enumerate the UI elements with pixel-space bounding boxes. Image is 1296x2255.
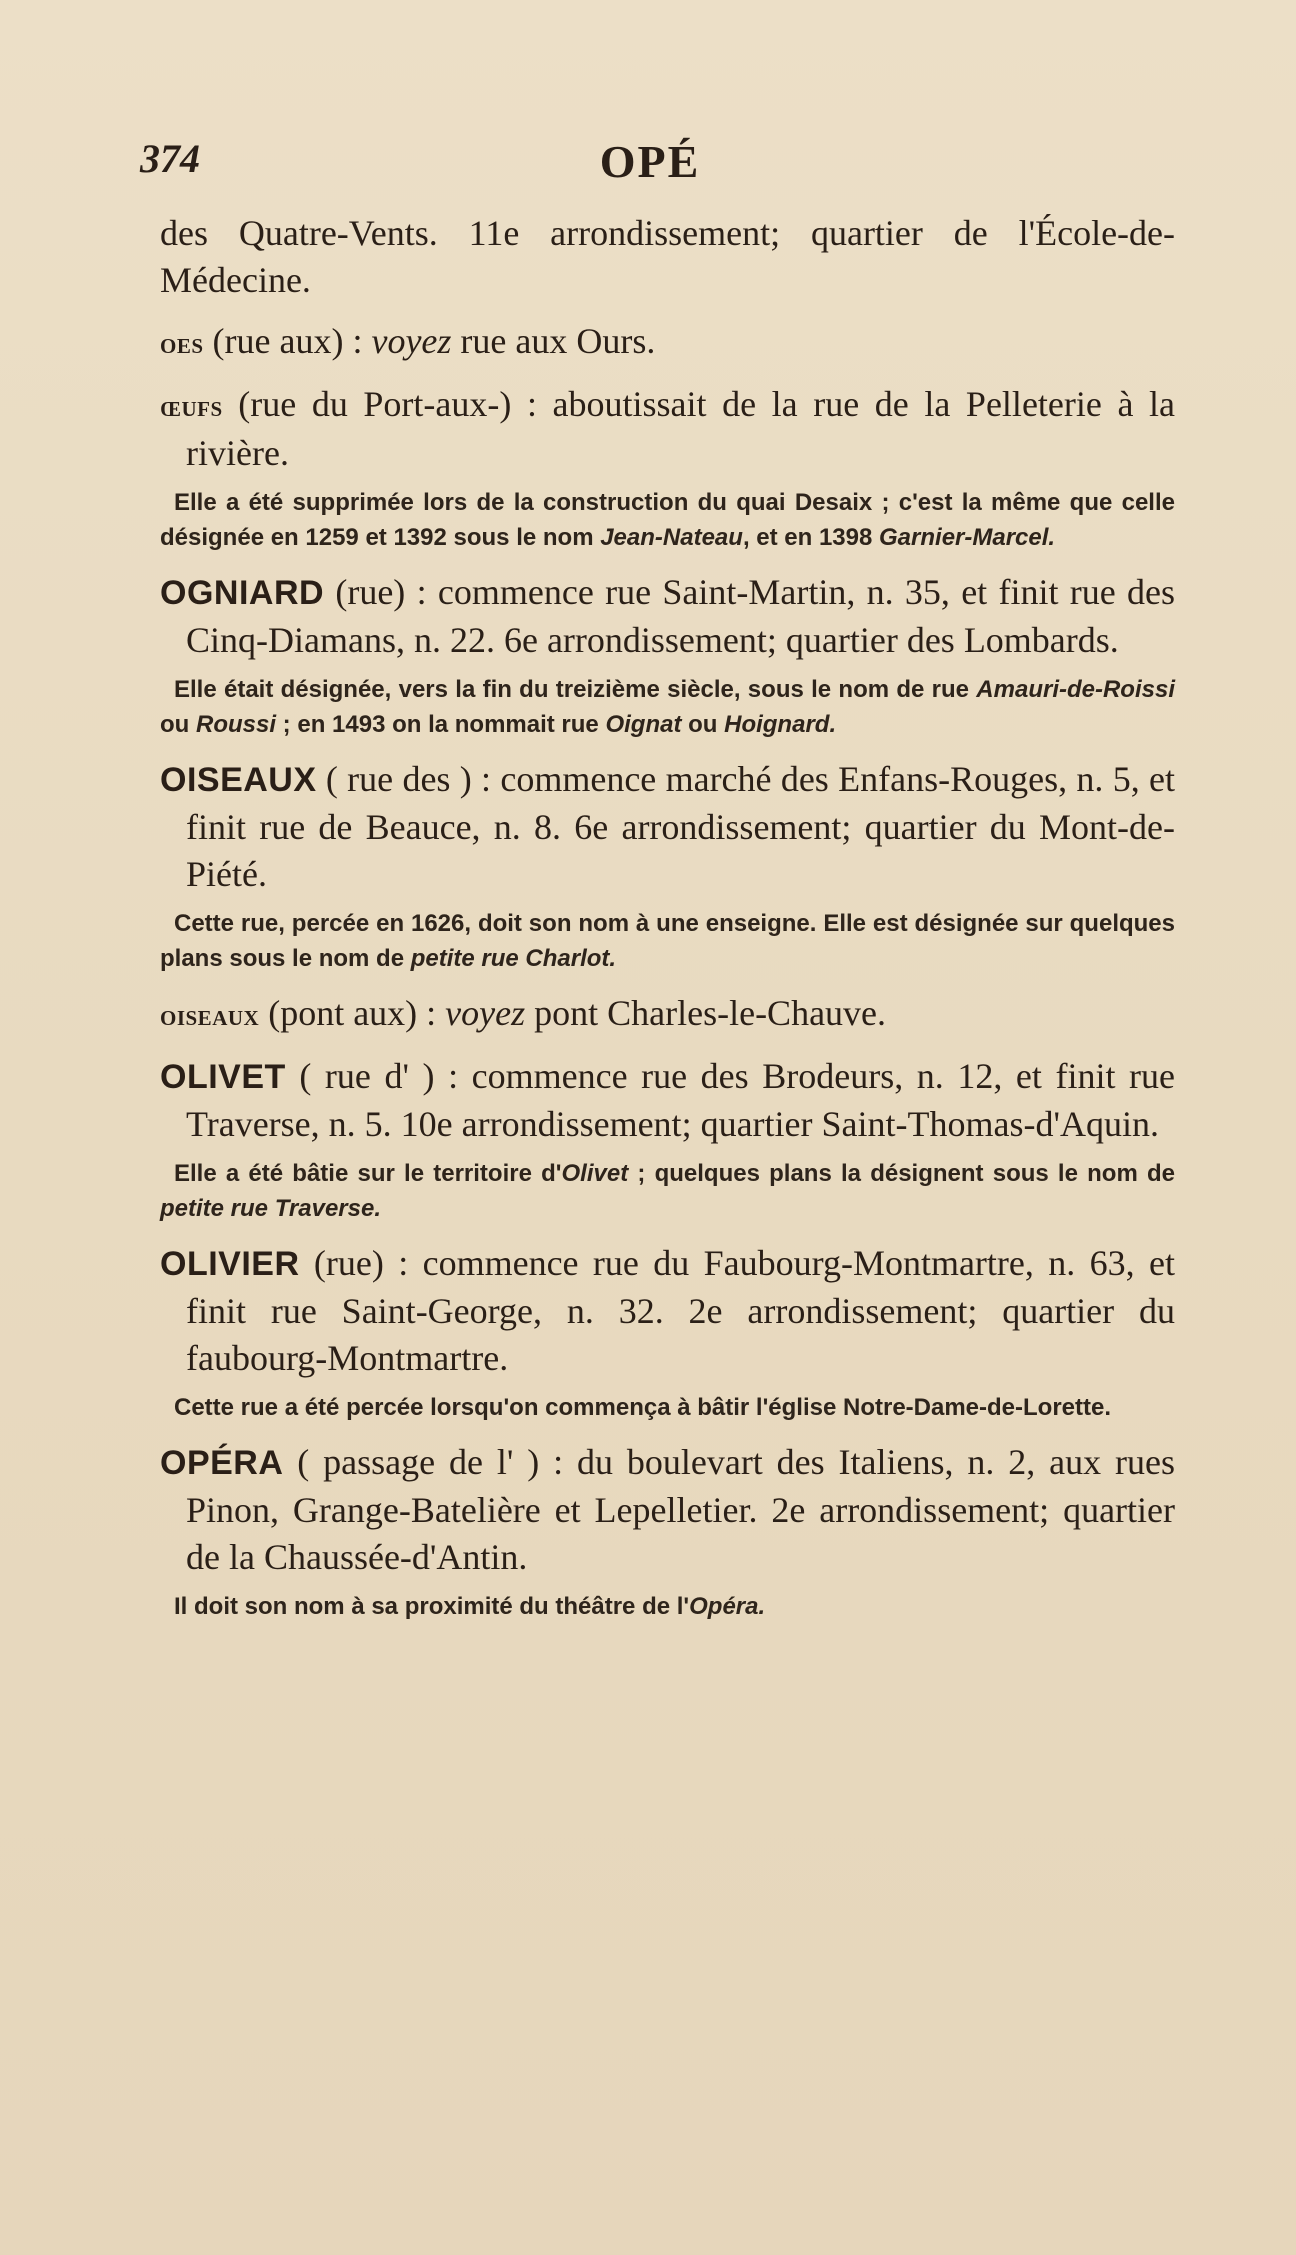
entry-olivet bbox=[160, 1053, 1175, 1226]
entry-text: OLIVET ( rue d' ) : commence rue des Brodeurs, n. 12, et finit rue Traverse, n. 5. 10e arrondissement; quartier Saint-Thomas-d'Aquin. bbox=[160, 1056, 1175, 1144]
entry-headword: oes bbox=[160, 327, 204, 360]
entry-headword: OLIVIER bbox=[160, 1245, 300, 1283]
running-head: OPÉ bbox=[599, 136, 701, 187]
entry-oiseaux-rue bbox=[160, 756, 1175, 976]
entry-text: OLIVIER (rue) : commence rue du Faubourg-Montmartre, n. 63, et finit rue Saint-George, n. 32. 2e arrondissement; quartier du faubourg-Montmartre. bbox=[160, 1243, 1175, 1378]
entry-opera bbox=[160, 1439, 1175, 1624]
entry-headword: œufs bbox=[160, 390, 223, 423]
entry-headword: OPÉRA bbox=[160, 1444, 284, 1482]
entry-note: Il doit son nom à sa proximité du théâtre de l'Opéra. bbox=[174, 1593, 766, 1620]
entry-note: Cette rue a été percée lorsqu'on commença à bâtir l'église Notre-Dame-de-Lorette. bbox=[174, 1394, 1112, 1421]
entry-headword: OISEAUX bbox=[160, 761, 317, 799]
entry-note: Elle a été bâtie sur le territoire d'Olivet ; quelques plans la désignent sous le nom de petite rue Traverse. bbox=[160, 1160, 1175, 1222]
entry-continuation bbox=[160, 210, 1175, 304]
page-header bbox=[140, 135, 1160, 195]
entry-note: Cette rue, percée en 1626, doit son nom à une enseigne. Elle est désignée sur quelques plans sous le nom de petite rue Charlot. bbox=[160, 910, 1175, 972]
page-number: 374 bbox=[140, 136, 200, 181]
entry-oes bbox=[160, 318, 1175, 367]
entry-note: Elle a été supprimée lors de la construction du quai Desaix ; c'est la même que celle désignée en 1259 et 1392 sous le nom Jean-Nateau, et en 1398 Garnier-Marcel. bbox=[160, 489, 1175, 551]
entry-text: OISEAUX ( rue des ) : commence marché des Enfans-Rouges, n. 5, et finit rue de Beauce, n. 8. 6e arrondissement; quartier du Mont-de-Piété. bbox=[160, 759, 1175, 894]
entry-olivier bbox=[160, 1240, 1175, 1425]
entry-text: œufs (rue du Port-aux-) : aboutissait de la rue de la Pelleterie à la rivière. bbox=[160, 384, 1175, 473]
entry-note: Elle était désignée, vers la fin du treizième siècle, sous le nom de rue Amauri-de-Roissi ou Roussi ; en 1493 on la nommait rue Oignat ou Hoignard. bbox=[160, 676, 1175, 738]
page-body bbox=[160, 210, 1175, 1638]
entry-headword: OGNIARD bbox=[160, 574, 325, 612]
entry-oiseaux-pont bbox=[160, 990, 1175, 1039]
entry-text: OPÉRA ( passage de l' ) : du boulevart des Italiens, n. 2, aux rues Pinon, Grange-Batelière et Lepelletier. 2e arrondissement; quartier de la Chaussée-d'Antin. bbox=[160, 1442, 1175, 1577]
entry-text: oiseaux (pont aux) : voyez pont Charles-le-Chauve. bbox=[160, 993, 887, 1033]
entry-headword: OLIVET bbox=[160, 1058, 286, 1096]
entry-text: des Quatre-Vents. 11e arrondissement; quartier de l'École-de-Médecine. bbox=[160, 213, 1175, 300]
entry-oeufs bbox=[160, 381, 1175, 555]
entry-text: OGNIARD (rue) : commence rue Saint-Martin, n. 35, et finit rue des Cinq-Diamans, n. 22. 6e arrondissement; quartier des Lombards. bbox=[160, 572, 1175, 660]
entry-headword: oiseaux bbox=[160, 999, 260, 1032]
entry-ogniard bbox=[160, 569, 1175, 742]
entry-text: oes (rue aux) : voyez rue aux Ours. bbox=[160, 321, 656, 361]
